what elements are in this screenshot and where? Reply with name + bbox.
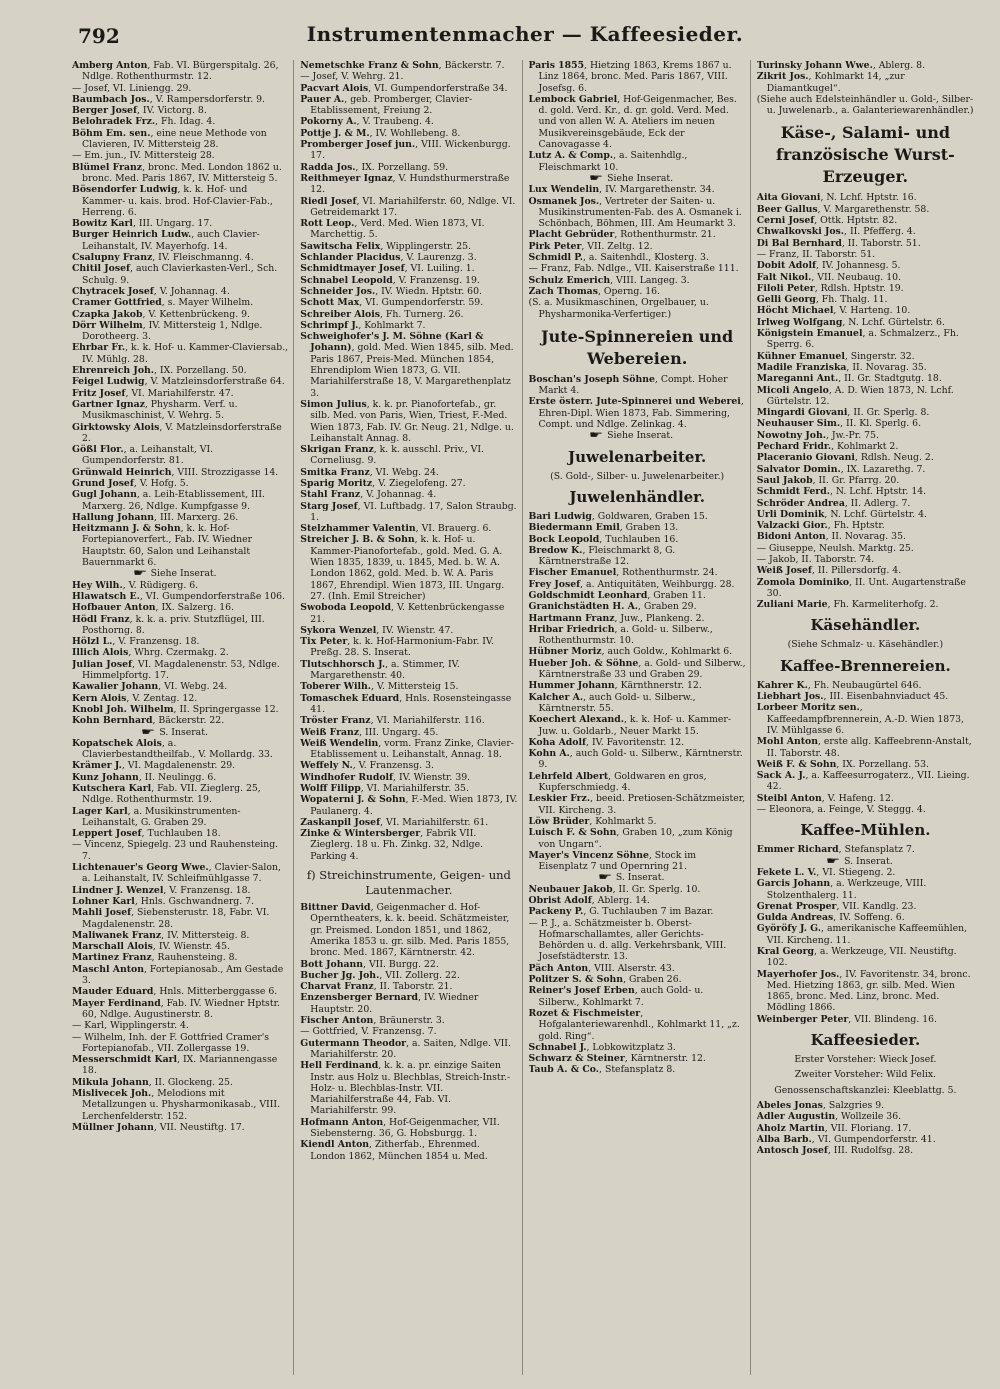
directory-entry: Emmer Richard, Stefansplatz 7. [756, 844, 915, 856]
section-title: Kaffeesieder. [810, 1031, 921, 1050]
directory-entry: Chytracek Josef, V. Johannag. 4. [72, 285, 230, 297]
directory-entry: Tix Peter, k. k. Hof-Harmonium-Fabr. IV. Preßg. 28. S. Inserat. [300, 636, 494, 659]
section-title: Jute-Spinnereien und Webereien. [541, 326, 734, 368]
section-title: f) Streichinstrumente, Geigen- und Lautenmacher. [306, 868, 511, 898]
directory-entry: Kalcher A., auch Gold- u. Silberw., Kärntnerstr. 55. [528, 691, 696, 714]
inserat-reference: ☛ Siehe Inserat. [132, 568, 217, 580]
directory-entry: Osmanek Jos., Vertreter der Saiten- u. Musikinstrumenten-Fab. des A. Osmanek i. Schönbach, Böhmen, III. Am Heumarkt 3. [528, 195, 742, 230]
directory-entry: Hey Wilh., V. Rüdigerg. 6. [72, 579, 199, 591]
directory-entry: Schreiber Alois, Fh. Turnerg. 26. [300, 308, 464, 320]
directory-entry: Pacvart Alois, VI. Gumpendorferstraße 34. [300, 82, 508, 94]
directory-entry: Grünwald Heinrich, VIII. Strozzigasse 14. [72, 466, 279, 478]
directory-entry: Abeles Jonas, Salzgries 9. [756, 1099, 885, 1111]
directory-entry: Nemetschke Franz & Sohn, Bäckerstr. 7. [300, 60, 505, 71]
directory-entry: Lohner Karl, Hnls. Gschwandnerg. 7. [72, 895, 255, 907]
directory-entry: Weiß Franz, III. Ungarg. 45. [300, 726, 439, 738]
directory-entry: Enzensberger Bernard, IV. Wiedner Hauptstr. 20. [300, 992, 479, 1015]
directory-entry: Boschan's Joseph Söhne, Compt. Hoher Markt 4. [528, 373, 728, 397]
directory-entry: Hummer Johann, Kärnthnerstr. 12. [528, 680, 702, 692]
directory-entry: Zinke & Wintersberger, Fabrik VII. Zieglerg. 18 u. Fh. Zinkg. 32, Ndlge. Parking 4. [300, 828, 484, 862]
section-title: Kaffee-Mühlen. [800, 821, 931, 840]
directory-entry: Lux Wendelin, IV. Margarethenstr. 34. [528, 184, 715, 196]
directory-entry: Granichstädten H. A., Graben 29. [528, 601, 697, 613]
inserat-text: Siehe Inserat. [607, 430, 674, 442]
association-line: Genossenschaftskanzlei: Kleeblattg. 5. [774, 1084, 957, 1096]
section-title: Käse-, Salami- und französische Wurst-Erzeuger. [776, 123, 955, 187]
directory-entry: Hübner Moriz, auch Goldw., Kohlmarkt 6. [528, 646, 733, 658]
directory-entry: Biedermann Emil, Graben 13. [528, 522, 679, 534]
directory-entry: — Josef, VI. Liniengg. 29. [72, 82, 192, 94]
directory-entry: Smitka Franz, VI. Webg. 24. [300, 466, 439, 478]
directory-entry: Bucher Jg. Joh., VII. Zollerg. 22. [300, 969, 460, 981]
directory-entry: Kopatschek Alois, a. Clavierbestandtheilfab., V. Mollardg. 33. [72, 737, 273, 761]
directory-entry: Kahrer K., Fh. Neubaugürtel 646. [756, 679, 922, 691]
directory-entry: Chitil Josef, auch Clavierkasten-Verl., Sch. Schulg. 9. [72, 263, 278, 286]
directory-entry: Paris 1855, Hietzing 1863, Krems 1867 u. Linz 1864, bronc. Med. Paris 1867, VIII. Josefsg. 6. [528, 60, 732, 94]
directory-entry: Falt Nikol., VII. Neubaug. 10. [756, 271, 902, 283]
directory-entry: Tlutschhorsch J., a. Stimmer, IV. Margarethenstr. 40. [300, 658, 460, 682]
directory-entry: Hofbauer Anton, IX. Salzerg. 16. [72, 602, 235, 614]
directory-entry: Krämer J., VI. Magdalenenstr. 29. [72, 760, 236, 772]
directory-entry: Pottje J. & M., IV. Wohllebeng. 8. [300, 127, 461, 139]
directory-entry: Adler Augustin, Wollzeile 36. [756, 1111, 902, 1123]
directory-entry: Maschl Anton, Fortepianosab., Am Gestade 3. [72, 963, 284, 987]
directory-entry: Gulda Andreas, IV. Soffeng. 6. [756, 912, 905, 924]
directory-entry: — Vincenz, Spiegelg. 23 und Rauhensteing. 7. [72, 839, 279, 862]
directory-entry: Leskier Frz., beeid. Pretiosen-Schätzmeister, VII. Kircheng. 3. [528, 793, 746, 816]
directory-entry: Messerschmidt Karl, IX. Mariannengasse 18. [72, 1054, 278, 1077]
directory-entry: Luisch F. & Sohn, Graben 10, „zum König von Ungarn“. [528, 827, 733, 850]
directory-entry: Hell Ferdinand, k. k. a. pr. einzige Saiten Instr. aus Holz u. Blechblas, Streich-Instr.-Holz- u. Blechblas-Instr. VII. Mariahilferstraße 44, Fab. VI. Mariahilferstr. 99. [300, 1060, 511, 1117]
directory-entry: Belohradek Frz., Fh. Idag. 4. [72, 116, 216, 128]
directory-entry: Antosch Josef, III. Rudolfsg. 28. [756, 1145, 914, 1157]
directory-entry: Lager Karl, a. Musikinstrumenten-Leihanstalt, G. Graben 29. [72, 805, 241, 828]
section-title: Käsehändler. [810, 616, 921, 635]
section-note: (S. Gold-, Silber- u. Juwelenarbeiter.) [550, 470, 725, 482]
directory-entry: Gartner Ignaz, Physharm. Verf. u. Musikmaschinist, V. Wehrg. 5. [72, 398, 238, 422]
directory-entry: (Siehe auch Edelsteinhändler u. Gold-, Silber- u. Juwelenarb., a. Galanteriewarenhändler.) [756, 93, 974, 117]
directory-entry: Hlawatsch E., VI. Gumpendorferstraße 106. [72, 590, 285, 602]
directory-entry: Hueber Joh. & Söhne, a. Gold- und Silberw., Kärntnerstraße 33 und Graben 29. [528, 657, 746, 681]
directory-entry: Beer Gallus, V. Margarethenstr. 58. [756, 203, 930, 215]
directory-entry: Burger Heinrich Ludw., auch Clavier-Leihanstalt, IV. Mayerhofg. 14. [72, 229, 260, 252]
directory-entry: Sykora Wenzel, IV. Wienstr. 47. [300, 624, 454, 636]
columns [72, 60, 978, 1375]
directory-entry: Ehrenreich Joh., IX. Porzellang. 50. [72, 365, 247, 377]
directory-entry: Schott Max, VI. Gumpendorferstr. 59. [300, 297, 484, 309]
directory-entry: Zuliani Marie, Fh. Karmeliterhofg. 2. [756, 599, 939, 611]
directory-entry: Pechard Fridr., Kohlmarkt 2. [756, 441, 899, 453]
directory-entry: Cerni Josef, Ottk. Hptstr. 82. [756, 215, 898, 227]
inserat-text: Siehe Inserat. [607, 172, 674, 184]
directory-entry: Cramer Gottfried, s. Mayer Wilhelm. [72, 297, 254, 309]
running-title: Instrumentenmacher — Kaffeesieder. [306, 22, 744, 46]
directory-entry: Knobl Joh. Wilhelm, II. Springergasse 12. [72, 703, 279, 715]
directory-entry: Skrigan Franz, k. k. ausschl. Priv., VI. Corneliusg. 9. [300, 444, 484, 467]
directory-entry: Mikula Johann, II. Glockeng. 25. [72, 1076, 233, 1088]
directory-entry: Julian Josef, VI. Magdalenenstr. 53, Ndlge. Himmelpfortg. 17. [72, 658, 280, 682]
directory-entry: Weiß Wendelin, vorm. Franz Zinke, Clavier-Etablissement u. Leihanstalt, Annag. 18. [300, 737, 514, 761]
directory-entry: Placeranio Giovani, Rdlsh. Neug. 2. [756, 452, 934, 464]
directory-entry: Chwalkovski Jos., II. Pfefferg. 4. [756, 226, 916, 238]
directory-entry: Hartmann Franz, Juw., Plankeng. 2. [528, 612, 705, 624]
directory-entry: Schröder Andrea, II. Adlerg. 7. [756, 497, 911, 509]
directory-entry: Frey Josef, a. Antiquitäten, Weihburgg. 28. [528, 578, 735, 590]
directory-entry: Hribar Friedrich, a. Gold- u. Silberw., Rothenthurmstr. 10. [528, 623, 713, 647]
directory-entry: Berger Josef, IV. Victorg. 8. [72, 105, 207, 117]
directory-entry: — Karl, Wipplingerstr. 4. [72, 1020, 189, 1032]
directory-entry: Hallung Johann, III. Marxerg. 26. [72, 511, 239, 523]
directory-entry: Mayer's Vincenz Söhne, Stock im Eisenplatz 7 und Opernring 21. [528, 849, 697, 873]
directory-entry: Garcis Johann, a. Werkzeuge, VIII. Stolzenthalerg. 11. [756, 878, 927, 901]
directory-entry: — Eleonora, a. Feinge, V. Steggg. 4. [756, 804, 926, 816]
inserat-text: S. Inserat. [844, 855, 893, 867]
directory-entry: Valzacki Gior., Fh. Hptstr. [756, 520, 885, 532]
directory-entry: — P. J., a. Schätzmeister b. Oberst-Hofmarschallamtes, aller Gerichts-Behörden u. d. allg. Verkehrsbank, VIII. Josefstädterstr. 13. [528, 917, 727, 963]
directory-entry: Zomola Dominiko, II. Unt. Augartenstraße 30. [756, 576, 966, 599]
directory-entry: Baumbach Jos., V. Rampersdorferstr. 9. [72, 93, 265, 105]
directory-entry: Bösendorfer Ludwig, k. k. Hof- und Kammer- u. kais. brod. Hof-Clavier-Fab., Herreng. 6. [72, 184, 273, 218]
directory-entry: Wopaterni J. & Sohn, F.-Med. Wien 1873, IV. Paulanerg. 4. [300, 794, 518, 817]
directory-entry: Charvat Franz, II. Taborstr. 21. [300, 981, 453, 993]
directory-entry: Weiß Josef, II. Pillersdorfg. 4. [756, 565, 902, 577]
directory-entry: Sack A. J., a. Kaffeesurrogaterz., VII. Lieing. 42. [756, 770, 970, 793]
directory-entry: Politzer S. & Sohn, Graben 26. [528, 974, 682, 986]
directory-entry: Lichtenauer's Georg Wwe., Clavier-Salon, a. Leihanstalt, IV. Schleifmühlgasse 7. [72, 862, 281, 885]
directory-entry: Löw Brüder, Kohlmarkt 5. [528, 815, 657, 827]
directory-entry: Pauer A., geb. Promberger, Clavier-Etablissement, Freiung 2. [300, 93, 473, 117]
directory-entry: Obrist Adolf, Ablerg. 14. [528, 895, 650, 906]
directory-entry: — Josef, V. Wehrg. 21. [300, 71, 404, 83]
directory-entry: Schulz Emerich, VIII. Langeg. 3. [528, 274, 690, 286]
directory-entry: Weiß F. & Sohn, IX. Porzellang. 53. [756, 758, 929, 770]
directory-entry: Kühner Emanuel, Singerstr. 32. [756, 350, 915, 362]
directory-entry: Lorbeer Moritz sen., Kaffeedampfbrennerein, A.-D. Wien 1873, IV. Mühlgasse 6. [756, 702, 965, 736]
directory-entry: Koechert Alexand., k. k. Hof- u. Kammer-Juw. u. Goldarb., Neuer Markt 15. [528, 714, 731, 737]
directory-entry: Lutz A. & Comp., a. Saitenhdlg., Fleischmarkt 10. [528, 150, 688, 173]
directory-entry: Gößl Flor., a. Leihanstalt, VI. Gumpendorferstr. 81. [72, 444, 214, 467]
inserat-reference: ☛ S. Inserat. [141, 726, 208, 738]
directory-entry: Czapka Jakob, V. Kettenbrückeng. 9. [72, 308, 250, 320]
directory-entry: Ehrbar Fr., k. k. Hof- u. Kammer-Claviersab., IV. Mühlg. 28. [72, 342, 289, 365]
directory-entry: Sparig Moritz, V. Ziegelofeng. 27. [300, 477, 466, 489]
directory-entry: Lembock Gabriel, Hof-Geigenmacher, Bes. d. gold. Verd. Kr., d. gr. gold. Verd. Med. und von allen W. A. Ateliers im neuen Musikvereinsgebäude, Eck der Canovagasse 4. [528, 93, 737, 151]
directory-entry: Streicher J. B. & Sohn, k. k. Hof- u. Kammer-Pianofortefab., gold. Med. G. A. Wien 1835, 1839, u. 1845, Med. b. W. A. London 1862, gold. Med. b. W. A. Paris 1867, Ehrendipl. Wien 1873, III. Ungarg. 27. (Inh. Emil Streicher) [300, 534, 505, 602]
directory-entry: Bock Leopold, Tuchlauben 16. [528, 533, 679, 545]
directory-entry: Turinsky Johann Wwe., Ablerg. 8. [756, 60, 926, 71]
directory-entry: Weffely N., V. Franzensg. 3. [300, 760, 434, 772]
directory-entry: Kiendl Anton, Zitherfab., Ehrenmed. London 1862, München 1854 u. Med. [300, 1139, 488, 1162]
directory-entry: Bari Ludwig, Goldwaren, Graben 15. [528, 510, 708, 522]
directory-entry: Bredow K., Fleischmarkt 8, G. Kärntnerstraße 12. [528, 544, 676, 568]
directory-entry: Fischer Emanuel, Rothenthurmstr. 24. [528, 567, 718, 579]
directory-entry: Gugl Johann, a. Leih-Etablissement, III. Marxerg. 26, Ndlge. Kumpfgasse 9. [72, 489, 265, 512]
inserat-reference: ☛ S. Inserat. [597, 872, 665, 884]
directory-entry: Mayerhofer Jos., IV. Favoritenstr. 34, bronc. Med. Hietzing 1863, gr. silb. Med. Wien 1865, bronc. Med. Linz, bronc. Med. Mödling 1866. [756, 968, 971, 1014]
directory-entry: Bittner David, Geigenmacher d. Hof-Operntheaters, k. k. beeid. Schätzmeister, gr. Preismed. London 1851, und 1862, Amerika 1853 u. gr. silb. Med. Paris 1855, bronc. Med. 1867, Kärntnerstr. 42. [300, 902, 510, 959]
directory-entry: Fekete L. V., VI. Stiegeng. 2. [756, 866, 896, 878]
directory-entry: Koha Adolf, IV. Favoritenstr. 12. [528, 736, 685, 748]
directory-entry: Leppert Josef, Tuchlauben 18. [72, 828, 221, 840]
directory-entry: Erste österr. Jute-Spinnerei und Weberei, Ehren-Dipl. Wien 1873, Fab. Simmering, Compt. und Ndlge. Zelinkag. 4. [528, 396, 744, 431]
directory-entry: Stahl Franz, V. Johannag. 4. [300, 489, 437, 501]
directory-entry: Feigel Ludwig, V. Matzleinsdorferstraße 64. [72, 376, 285, 388]
directory-entry: Mauder Eduard, Hnls. Mitterberggasse 6. [72, 986, 278, 998]
directory-entry: — Jakob, II. Taborstr. 74. [756, 553, 875, 565]
inserat-text: S. Inserat. [615, 872, 665, 884]
directory-entry: Illich Alois, Whrg. Czermakg. 2. [72, 647, 229, 659]
directory-entry: Schwarz & Steiner, Kärntnerstr. 12. [528, 1053, 706, 1065]
directory-entry: Kunz Johann, II. Neulingg. 6. [72, 771, 217, 783]
directory-entry: Königstein Emanuel, a. Schmalzerz., Fh. Sperrg. 6. [756, 328, 959, 351]
directory-entry: Riedl Josef, VI. Mariahilferstr. 60, Ndlge. VI. Getreidemarkt 17. [300, 195, 516, 218]
column-4 [757, 60, 978, 1375]
directory-entry: Fischer Anton, Bräunerstr. 3. [300, 1015, 445, 1027]
column-1 [72, 60, 294, 1375]
directory-entry: — Wilhelm, Inh. der F. Gottfried Cramer's Fortepianofab., VII. Zollergasse 19. [72, 1031, 270, 1054]
directory-entry: Zaskanpil Josef, VI. Mariahilferstr. 61. [300, 816, 489, 828]
directory-entry: — Gottfried, V. Franzensg. 7. [300, 1026, 437, 1038]
directory-entry: Csalupny Franz, IV. Fleischmanng. 4. [72, 252, 254, 264]
directory-entry: Stelzhammer Valentin, VI. Brauerg. 6. [300, 523, 492, 535]
directory-entry: Grenat Prosper, VII. Kandlg. 23. [756, 900, 917, 912]
directory-entry: Kohn A., auch Gold- u. Silberw., Kärntnerstr. 9. [528, 748, 743, 771]
directory-entry: Fritz Josef, VI. Mariahilferstr. 47. [72, 387, 234, 399]
directory-entry: Liebhart Jos., III. Eisenbahnviaduct 45. [756, 691, 949, 703]
association-line: Erster Vorsteher: Wieck Josef. [794, 1054, 937, 1066]
directory-entry: Zikrit Jos., Kohlmarkt 14, „zur Diamantkugel“. [756, 71, 905, 94]
directory-entry: Maliwanek Franz, IV. Mittersteig. 8. [72, 929, 250, 941]
directory-entry: Nowotny Joh., Jw.-Pr. 75. [756, 429, 879, 441]
directory-entry: Györöfy J. G., amerikanische Kaffeemühlen, VII. Kircheng. 11. [756, 923, 968, 946]
directory-entry: Micoli Angelo, A. D. Wien 1873, N. Lchf. Gürtelstr. 12. [756, 384, 954, 407]
directory-entry: Pokorny A., V. Traubeng. 4. [300, 116, 434, 128]
directory-entry: — Giuseppe, Neulsh. Marktg. 25. [756, 542, 914, 554]
inserat-text: Siehe Inserat. [150, 568, 217, 580]
directory-entry: Goldschmidt Leonhard, Graben 11. [528, 589, 706, 601]
column-3 [529, 60, 751, 1375]
directory-entry: — Franz, Fab. Ndlge., VII. Kaiserstraße 111. [528, 263, 739, 275]
directory-entry: Dobit Adolf, IV. Johannesg. 5. [756, 260, 901, 272]
directory-entry: Kern Alois, V. Zentag. 12. [72, 692, 198, 704]
directory-entry: Rozet & Fischmeister, Hofgalanteriewarenhdl., Kohlmarkt 11, „z. gold. Ring“. [528, 1007, 740, 1042]
directory-entry: Amberg Anton, Fab. VI. Bürgerspitalg. 26, Ndlge. Rothenthurmstr. 12. [72, 60, 279, 83]
directory-entry: Urli Dominik, N. Lchf. Gürtelstr. 4. [756, 508, 927, 520]
directory-entry: Di Bal Bernhard, II. Taborstr. 51. [756, 237, 921, 249]
directory-entry: — Franz, II. Taborstr. 51. [756, 248, 876, 260]
directory-entry: Reiner's Josef Erben, auch Gold- u. Silberw., Kohlmarkt 7. [528, 985, 704, 1008]
directory-entry: — Em. jun., IV. Mittersteig 28. [72, 150, 215, 162]
directory-entry: Päch Anton, VIII. Alserstr. 43. [528, 962, 675, 974]
directory-entry: Alba Barb., VI. Gumpendorferstr. 41. [756, 1133, 936, 1145]
directory-entry: Filoli Peter, Rdlsh. Hptstr. 19. [756, 282, 904, 294]
column-2 [300, 60, 522, 1375]
directory-entry: Simon Julius, k. k. pr. Pianofortefab., gr. silb. Med. von Paris, Wien, Triest, F.-Med. Wien 1873, Fab. IV. Gr. Neug. 21, Ndlge. u. Leihanstalt Annag. 8. [300, 398, 514, 444]
inserat-reference: ☛ Siehe Inserat. [588, 172, 674, 184]
section-note: (Siehe Schmalz- u. Käsehändler.) [787, 639, 944, 651]
directory-entry: Saul Jakob, II. Gr. Pfarrg. 20. [756, 474, 900, 486]
directory-entry: Schweighofer's J. M. Söhne (Karl & Johann), gold. Med. Wien 1845, silb. Med. Paris 1867, Preis-Med. München 1854, Ehrendiplom Wien 1873, G. VII. Mariahilferstraße 18, V. Margarethenplatz 3. [300, 331, 514, 399]
directory-entry: Mareganni Ant., II. Gr. Stadtgutg. 18. [756, 373, 942, 385]
directory-entry: Weinberger Peter, VII. Blindeng. 16. [756, 1013, 938, 1025]
section-title: Juwelenhändler. [569, 487, 705, 506]
directory-entry: Mahli Josef, Siebensterustr. 18, Fabr. VI. Magdalenenstr. 28. [72, 907, 270, 930]
directory-entry: Neuhauser Sim., II. Kl. Sperlg. 6. [756, 418, 922, 430]
directory-entry: Wolff Filipp, VI. Mariahilferstr. 35. [300, 783, 469, 794]
directory-entry: Kawalier Johann, VI. Webg. 24. [72, 681, 228, 693]
directory-entry: Schmidtmayer Josef, VI. Luiling. 1. [300, 263, 475, 275]
directory-entry: Hölzl L., V. Franzensg. 18. [72, 636, 200, 648]
directory-entry: Schmidt Ferd., N. Lchf. Hptstr. 14. [756, 486, 927, 498]
directory-entry: Aholz Martin, VII. Floriang. 17. [756, 1122, 912, 1134]
directory-entry: Swoboda Leopold, V. Kettenbrückengasse 21. [300, 602, 505, 625]
directory-entry: Blümel Franz, bronc. Med. London 1862 u. bronc. Med. Paris 1867, IV. Mittersteig 5. [72, 161, 282, 184]
directory-entry: Packeny P., G. Tuchlauben 7 im Bazar. [528, 906, 714, 918]
directory-entry: Steibl Anton, V. Hafeng. 12. [756, 792, 894, 804]
directory-entry: Rott Leop., Verd. Med. Wien 1873, VI. Marchettig. 5. [300, 218, 485, 241]
directory-entry: Mislivecek Joh., Melodions mit Metallzungen u. Physharmonikasab., VIII. Lerchenfelderstr. 152. [72, 1088, 281, 1122]
directory-entry: Mohl Anton, erste allg. Kaffeebrenn-Anstalt, II. Taborstr. 48. [756, 736, 972, 759]
directory-entry: Schnabel J., Lobkowitzplatz 3. [528, 1041, 676, 1053]
directory-entry: Marschall Alois, IV. Wienstr. 45. [72, 941, 230, 953]
directory-entry: Grund Josef, V. Hofg. 5. [72, 477, 189, 489]
directory-entry: Radda Jos., IX. Porzellang. 59. [300, 161, 449, 173]
directory-entry: Gutermann Theodor, a. Saiten, Ndlge. VII. Mariahilferstr. 20. [300, 1037, 511, 1060]
directory-entry: Mingardi Giovani, II. Gr. Sperlg. 8. [756, 407, 930, 419]
directory-entry: Kutschera Karl, Fab. VII. Zieglerg. 25, Ndlge. Rothenthurmstr. 19. [72, 783, 261, 806]
inserat-text: S. Inserat. [159, 726, 208, 738]
directory-entry: Kral Georg, a. Werkzeuge, VII. Neustiftg. 102. [756, 946, 957, 969]
directory-entry: Kohn Bernhard, Bäckerstr. 22. [72, 715, 225, 727]
directory-entry: Toberer Wilh., V. Mittersteig 15. [300, 681, 459, 693]
directory-entry: Martinez Franz, Rauhensteing. 8. [72, 952, 238, 964]
directory-entry: Bowitz Karl, III. Ungarg. 17. [72, 218, 213, 230]
directory-entry: Mayer Ferdinand, Fab. IV. Wiedner Hptstr. 60, Ndlge. Augustinerstr. 8. [72, 997, 280, 1020]
directory-entry: Dörr Wilhelm, IV. Mittersteig 1, Ndlge. Dorotheerg. 3. [72, 319, 263, 343]
inserat-reference: ☛ Siehe Inserat. [588, 430, 674, 442]
directory-entry: Hofmann Anton, Hof-Geigenmacher, VII. Siebensterng. 36, G. Hobsburgg. 1. [300, 1116, 500, 1140]
directory-entry: Windhofer Rudolf, IV. Wienstr. 39. [300, 771, 471, 783]
directory-entry: Bott Johann, VII. Burgg. 22. [300, 958, 439, 970]
directory-entry: Irlweg Wolfgang, N. Lchf. Gürtelstr. 6. [756, 316, 945, 328]
directory-entry: Tröster Franz, VI. Mariahilferstr. 116. [300, 715, 485, 727]
directory-entry: Pirk Peter, VII. Zeltg. 12. [528, 240, 653, 252]
directory-entry: Reithmeyer Ignaz, V. Hundsthurmerstraße 12. [300, 172, 510, 196]
directory-entry: Schlander Placidus, V. Laurenzg. 3. [300, 252, 477, 264]
section-title: Juwelenarbeiter. [568, 447, 707, 466]
inserat-reference: ☛ S. Inserat. [825, 855, 893, 867]
directory-entry: Höcht Michael, V. Harteng. 10. [756, 305, 911, 317]
section-title: Kaffee-Brennereien. [780, 656, 951, 675]
directory-entry: Girktowsky Alois, V. Matzleinsdorferstraße 2. [72, 421, 282, 444]
directory-entry: Placht Gebrüder, Rothenthurmstr. 21. [528, 229, 716, 241]
directory-entry: Neubauer Jakob, II. Gr. Sperlg. 10. [528, 883, 701, 895]
directory-entry: Lehrfeld Albert, Goldwaren en gros, Kupferschmiedg. 4. [528, 770, 707, 794]
directory-entry: Bidoni Anton, II. Novarag. 35. [756, 531, 906, 543]
directory-entry: Hödl Franz, k. k. a. priv. Stutzflügel, III. Posthorng. 8. [72, 613, 265, 636]
directory-entry: Taub A. & Co., Stefansplatz 8. [528, 1064, 676, 1076]
directory-entry: Tomaschek Eduard, Hnls. Rosensteingasse 41. [300, 692, 512, 715]
directory-entry: Madile Franziska, II. Novarag. 35. [756, 361, 927, 373]
directory-entry: Schrimpf J., Kohlmarkt 7. [300, 319, 426, 331]
directory-entry: Schneider Jos., IV. Wiedn. Hptstr. 60. [300, 285, 482, 297]
directory-entry: Böhm Em. sen., eine neue Methode von Clavieren, IV. Mittersteig 28. [72, 127, 267, 151]
directory-entry: Schmidl P., a. Saitenhdl., Klosterg. 3. [528, 252, 709, 264]
directory-entry: Promberger Josef jun., VIII. Wickenburgg. 17. [300, 139, 511, 162]
directory-entry: Starg Josef, VI. Luftbadg. 17, Salon Straubg. 1. [300, 500, 517, 523]
directory-entry: Schnabel Leopold, V. Franzensg. 19. [300, 274, 480, 286]
directory-entry: Zach Thomas, Operng. 16. [528, 285, 661, 297]
page-header [70, 18, 980, 52]
directory-entry: Aita Giovani, N. Lchf. Hptstr. 16. [756, 192, 917, 204]
directory-entry: Salvator Domin., IX. Lazarethg. 7. [756, 463, 926, 475]
directory-entry: Sawitscha Felix, Wipplingerstr. 25. [300, 240, 471, 252]
directory-entry: Heitzmann J. & Sohn, k. k. Hof-Fortepianoverfert., Fab. IV. Wiedner Hauptstr. 60, Salon und Leihanstalt Bauernmarkt 6. [72, 523, 253, 569]
directory-entry: (S. a. Musikmaschinen, Orgelbauer, u. Physharmonika-Verfertiger.) [528, 297, 709, 320]
directory-entry: Müllner Johann, VII. Neustiftg. 17. [72, 1121, 245, 1133]
page-number: 792 [78, 24, 120, 48]
directory-entry: Gelli Georg, Fh. Thalg. 11. [756, 294, 888, 306]
directory-entry: Lindner J. Wenzel, V. Franzensg. 18. [72, 884, 251, 896]
association-line: Zweiter Vorsteher: Wild Felix. [794, 1069, 937, 1081]
